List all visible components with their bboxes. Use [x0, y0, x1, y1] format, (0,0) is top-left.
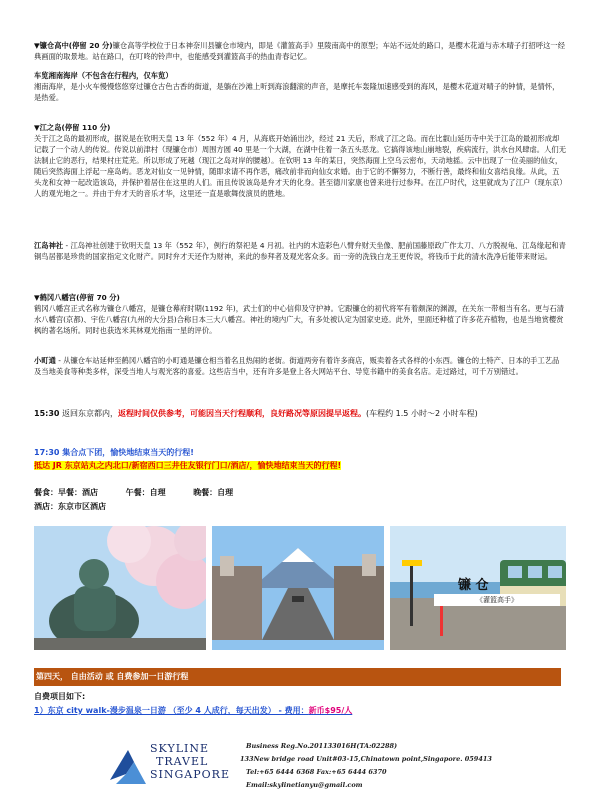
return-duration: (车程约 1.5 小时～2 小时车程): [366, 409, 478, 418]
option1-text: 1）东京 city walk-漫步温泉一日游 （至少 4 人成行，每天出发） - 费用：: [34, 706, 309, 715]
company-address: 133New bridge road Unit#03-15,Chinatown point,Singapore. 059413: [240, 755, 492, 763]
buddha-photo: [34, 526, 206, 650]
logo-line3: SINGAPORE: [150, 768, 230, 781]
business-reg: Business Reg.No.201133016H(TA:02288): [246, 742, 398, 750]
option1-price: 新币$95/人: [308, 706, 353, 715]
section-enoshima-shrine: [34, 240, 566, 262]
company-footer: [106, 740, 566, 794]
day4-options: [34, 690, 566, 718]
section-title: 江岛神社: [34, 241, 64, 250]
return-time: 15:30: [34, 409, 60, 418]
return-text: 返回东京都内，: [59, 409, 119, 418]
company-logo-icon: [106, 744, 150, 788]
meal-hotel: 酒店：东京市区酒店: [34, 502, 106, 511]
option1-line[interactable]: [34, 704, 566, 718]
gather-line: 17:30 集合点下团，愉快地结束当天的行程!: [34, 448, 194, 457]
section-body: 关于江之岛的最初形成，据说是在钦明天皇 13 年（552 年）4 月，从海底开始涌出沙，经过 21 天后，形成了江之岛。而在比叡山延历寺中关于江岛的最初形成却记载了一个动人的传说。传说以前津村（现镰仓市）周围方圆 40 里是一个大湖，在湖中住着一条五头恶龙。它搞得该地山崩地裂，疾病流行，洪水台风肆虐。人们无法制止它的恶行，结果村庄荒芜。所以形成了死越（现江之岛对岸的腰越）。在钦明 13 年的某日，突然海面上空乌云密布，天动地摇。云中出现了一位美丽的仙女，随后突然海面上浮起一座岛屿。恶龙对仙女一见钟情，随即求请不再作恶，痛改前非而向仙女求婚。由于它的不懈努力，不断行善，最终和仙女喜结良缘。从此，五头龙和女神一起改造该岛，并保护着居住在这里的人们。而且传说该岛是弁才天的化身。甚至德川家康也曾来进行过参拜。在江户时代，这里就成为了江户（现东京）人的观光地之一。并由于弁才天的音乐才华，这里还一直是歌舞伎演员的胜地。: [34, 134, 566, 198]
logo-line1: SKYLINE: [150, 742, 210, 755]
return-warning: 返程时间仅供参考，可能因当天行程顺利，良好路况等原因提早返程。: [118, 409, 367, 418]
enoden-photo: [390, 526, 566, 650]
section-body: - 江岛神社创建于钦明天皇 13 年（552 年），例行的祭祀是 4 月初。社内的木造彩色八臂弁财天坐像、肥前国藤原政广作太刀、八方脱视龟、江岛缘起和青铜鸟居都是珍贵的国家指定文化财产。同时弁才天还作为财神，来此的参拜者及观光客众多。而一旁的洗钱白龙王更传说，将钱币于此的清水洗净后能带来财运。: [34, 241, 566, 261]
photo-strip: [34, 526, 566, 650]
kamakura-label: 镰 仓: [458, 578, 489, 593]
dropoff-line: 抵达 JR 东京站丸之内北口/新宿西口三井住友银行门口/酒店/，愉快地结束当天的行程!: [34, 461, 342, 470]
day4-band: 第四天， 自由活动 或 自费参加一日游行程: [34, 668, 561, 686]
company-contact: [240, 740, 492, 792]
slam-dunk-caption: 《灌篮高手》: [434, 594, 560, 606]
fuji-street-photo: [212, 526, 384, 650]
meals-block: [34, 486, 566, 514]
section-komachi: [34, 355, 566, 377]
section-enoshima: [34, 122, 566, 199]
dropoff-block: [34, 446, 566, 472]
meal-breakfast: 餐食：早餐：酒店: [34, 488, 98, 497]
company-logo-text: [150, 742, 230, 781]
section-shonan-coast: [34, 70, 566, 103]
section-title: 小町通: [34, 356, 56, 365]
section-body: 镰仓高等学校位于日本神奈川县镰仓市境内，即是《灌篮高手》里陵南高中的原型；车站不远处的路口，是樱木花道与赤木晴子打招呼这一经典画面的取景地。站在路口，在叮咚的铃声中，也能感受到灌篮高手的热血青春记忆。: [34, 41, 566, 61]
options-title: 自费项目如下:: [34, 692, 86, 701]
section-body: - 从镰仓车站延伸至鹤冈八幡宫的小町通是镰仓相当着名且热闹的老街。街道两旁有着许多商店，贩卖着各式各样的小东西。镰仓的土特产、日本的手工艺品及当地美食等种类多样，深受当地人与观光客的喜爱。这些店当中，还有许多是登上各大网站平台、导览书籍中的美食名店。走过路过，可千万别错过。: [34, 356, 560, 376]
company-email[interactable]: Email:skylinetianyu@gmail.com: [246, 781, 363, 789]
meal-dinner: 晚餐：自理: [193, 488, 234, 497]
section-body: 鹤冈八幡宫正式名称为镰仓八幡宫，是镰仓幕府时期(1192 年)，武士们的中心信仰及守护神。它跟镰仓的初代将军有着颇深的渊源，在关东一带相当有名。更与石清水八幡宫(京都)、宇佐八幡宫(九州的大分县)合称日本三大八幡宫。神社的境内广大，有多处被认定为国家史迹。此外，里面还种植了许多花卉植物，也是当地赏樱赏枫的著名场所。同时也获选米其林观光指南一星的评价。: [34, 304, 565, 335]
section-title: ▼鹤冈八幡宫(停留 70 分): [34, 293, 120, 302]
meal-lunch: 午餐：自理: [125, 488, 166, 497]
section-title: ▼镰仓高中(停留 20 分): [34, 41, 113, 50]
logo-line2: TRAVEL: [156, 755, 209, 768]
section-tsurugaoka: [34, 292, 566, 336]
section-title: 车览湘南海岸（不包含在行程内，仅车览）: [34, 71, 173, 80]
return-schedule: [34, 408, 566, 420]
section-title: ▼江之岛(停留 110 分): [34, 123, 111, 132]
section-kamakura-high: [34, 40, 566, 62]
company-tel: Tel:+65 6444 6368 Fax:+65 6444 6370: [246, 768, 387, 776]
section-body: 湘南海岸，是小火车慢慢悠悠穿过镰仓古色古香的街道，是躺在沙滩上听到海浪翻滚的声音，是摩托车轰隆加速感受到的海风，是樱木花道对晴子的钟情，是情怀，是热爱。: [34, 82, 560, 102]
